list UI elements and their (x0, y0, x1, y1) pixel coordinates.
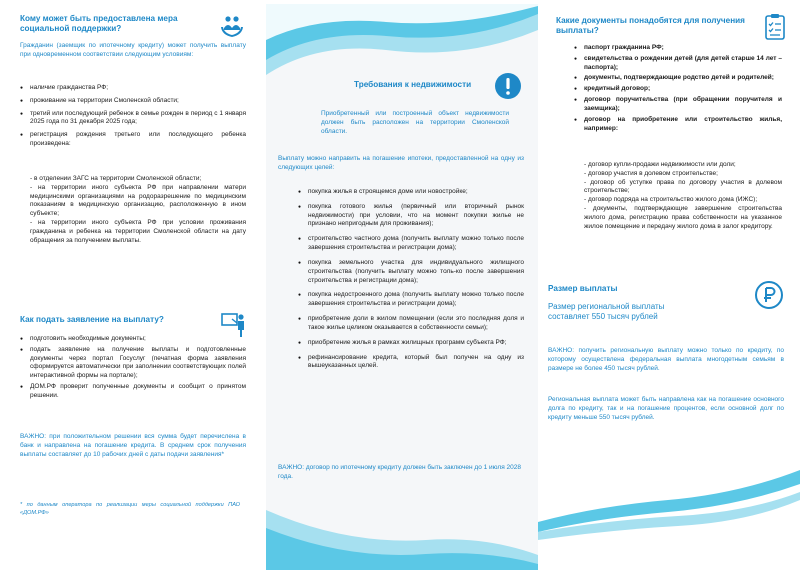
list-item: ● строительство частного дома (получить выплату можно только после завершения строительства и регистрации дома); (298, 235, 524, 253)
list-item: ● покупка недостроенного дома (получить выплату можно только после завершения строительства и регистрации дома); (298, 291, 524, 309)
purpose-intro: Выплату можно направить на погашение ипотеки, предоставленной на одну из следующих целей: (278, 155, 524, 171)
bottom-wave (266, 500, 538, 570)
list-item: ● кредитный договор; (574, 85, 782, 94)
amount-title: Размер выплаты (548, 284, 618, 293)
list-item: ● покупка земельного участка для индивидуального жилищного строительства (получить выплату можно толь-ко после завершения строительства и регистрации дома); (298, 259, 524, 285)
sub-item: - на территории иного субъекта РФ при направлении матери медицинскими организациями на родоразрешение по медицинским показаниям в медицинскую организацию, расположенную в ином субъекте; (30, 183, 246, 218)
list-item: ● проживание на территории Смоленской области; (20, 97, 246, 106)
deadline-note: ВАЖНО: договор по ипотечному кредиту должен быть заключен до 1 июля 2028 года. (278, 464, 521, 480)
list-item: ● приобретение жилья в рамках жилищных программ субъекта РФ; (298, 339, 524, 348)
support-list (20, 84, 246, 149)
middle-panel (266, 0, 538, 570)
list-item: ● договор поручительства (при обращении поручителя и заемщика); (574, 96, 782, 114)
docs-title: Какие документы понадобятся для получения выплаты? (556, 16, 745, 36)
list-item: ● подать заявление на получение выплаты и подготовленные документы через портал Госуслуг (печатная форма заявления сформируется автоматически при заполнении соответствующих полей интерактивной формы на портале); (20, 346, 246, 381)
list-item: ● приобретение доли в жилом помещении (если это последняя доля и такое жилье целиком оказывается в собственности семьи); (298, 315, 524, 333)
docs-sublist (584, 161, 782, 232)
docs-list (574, 44, 782, 133)
purpose-list (298, 188, 524, 371)
list-item: ● покупка готового жилья (первичный или вторичный рынок недвижимости) при условии, что на момент покупки жилье не признано непригодным для проживания); (298, 203, 524, 229)
ruble-circle-icon (754, 280, 784, 315)
list-item: ● документы, подтверждающие родство детей и родителей; (574, 74, 782, 83)
support-intro: Гражданин (заемщик по ипотечному кредиту) может получить выплату при одновременном соответствии следующим условиям: (20, 42, 246, 58)
left-panel (0, 0, 266, 570)
list-item: ● договор на приобретение или строительство жилья, например: (574, 116, 782, 134)
amount-note-2: Региональная выплата может быть направлена как на погашение основного долга по кредиту, так и на погашение процентов, если основной долг по кредиту меньше 550 тысяч рублей. (548, 396, 784, 421)
sub-item: - договор купли-продажи недвижимости или доли; (584, 161, 736, 168)
property-intro: Приобретенный или построенный объект недвижимости должен быть расположен на территории Смоленской области. (321, 110, 509, 135)
list-item: ● паспорт гражданина РФ; (574, 44, 782, 53)
list-item: ● покупка жилья в строящемся доме или новостройке; (298, 188, 524, 197)
family-hands-icon (219, 13, 245, 44)
list-item: ● наличие гражданства РФ; (20, 84, 246, 93)
apply-title: Как подать заявление на выплату? (20, 315, 164, 324)
apply-list (20, 335, 246, 401)
list-item: ● третий или последующий ребенок в семье рожден в период с 1 января 2025 года по 31 декабря 2025 года; (20, 110, 246, 128)
property-title: Требования к недвижимости (354, 80, 472, 89)
registration-sublist (30, 175, 246, 246)
sub-item: - договор об уступке права по договору участия в долевом строительстве; (584, 178, 782, 195)
checklist-clipboard-icon (764, 13, 788, 46)
sub-item: - договор подряда на строительство жилого дома (ИЖС); (584, 196, 758, 204)
list-item: ● рефинансирование кредита, который был получен на одну из вышеуказанных целей. (298, 354, 524, 372)
list-item: ● свидетельства о рождении детей (для детей старше 14 лет –паспорта); (574, 55, 782, 73)
list-item: ● ДОМ.РФ проверит полученные документы и сообщит о принятом решении. (20, 383, 246, 401)
footnote: * по данным оператора по реализации меры социальной поддержки ПАО «ДОМ.РФ» (20, 502, 240, 516)
top-wave (266, 0, 538, 80)
list-item: ● подготовить необходимые документы; (20, 335, 246, 344)
list-item: ● регистрация рождения третьего или последующего ребенка произведена: (20, 131, 246, 149)
amount-note-1: ВАЖНО: получить региональную выплату можно только по кредиту, по которому осуществлена федеральная выплата многодетным семьям в размере не более 450 тысяч рублей. (548, 347, 784, 372)
exclamation-circle-icon (494, 72, 522, 105)
sub-item: - в отделении ЗАГС на территории Смоленской области; (30, 175, 202, 182)
sub-item: - документы, подтверждающие завершение строительства жилого дома, регистрацию права собственности на указанное жилое помещение и передачу жилого дома в залог кредитору. (584, 205, 782, 230)
bottom-wave-right (538, 470, 800, 540)
support-title: Кому может быть предоставлена мера социальной поддержки? (20, 14, 178, 34)
amount-value: Размер региональной выплаты составляет 550 тысяч рублей (548, 302, 665, 321)
sub-item: - договор участия в долевом строительстве; (584, 169, 718, 177)
sub-item: - на территории иного субъекта РФ при условии проживания гражданина и ребенка на территории Смоленской области на дату обращения за получением выплаты. (30, 219, 246, 244)
important-note: ВАЖНО: при положительном решении вся сумма будет перечислена в банк и направлена на погашение кредита. В среднем срок получения выплаты составляет до 10 рабочих дней с даты подачи заявления* (20, 433, 246, 458)
right-panel (538, 0, 800, 570)
